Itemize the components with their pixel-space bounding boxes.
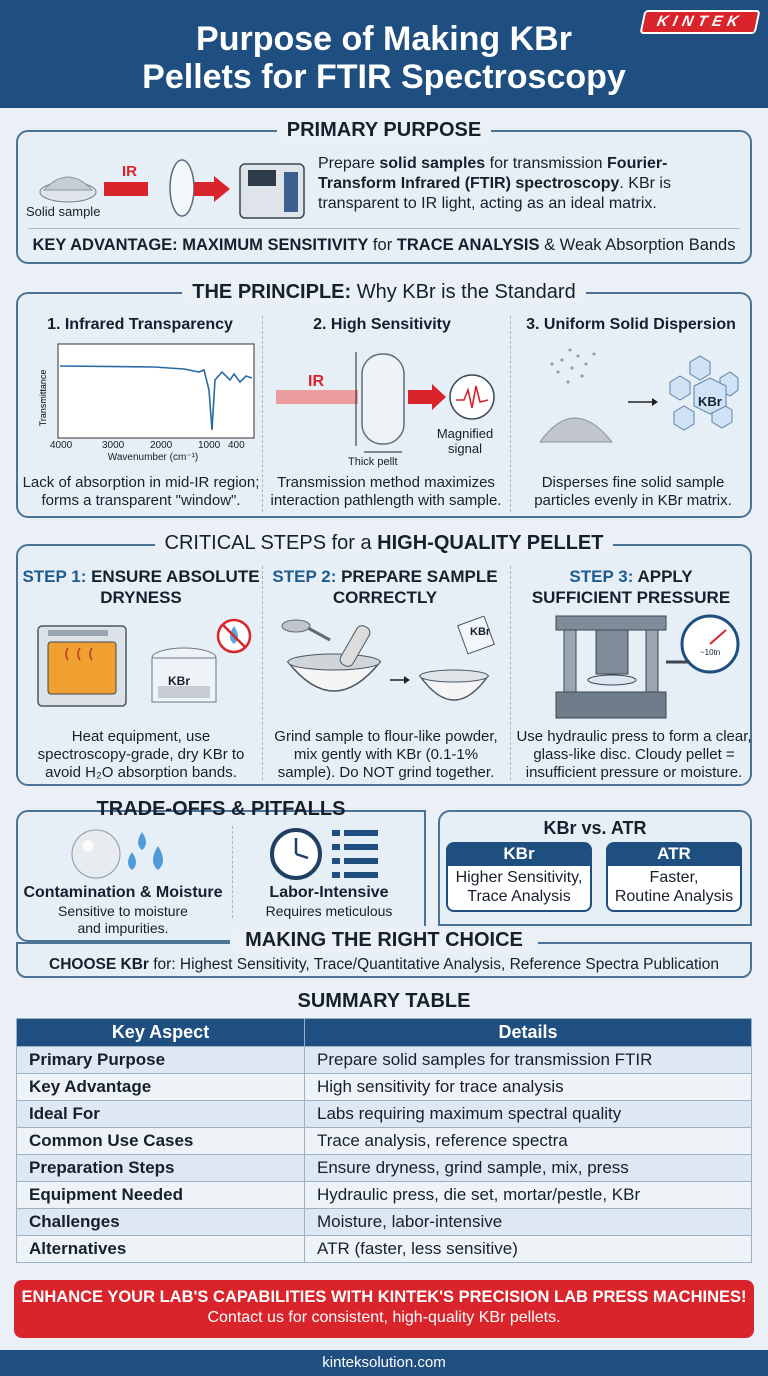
atr-option-header: ATR [606, 842, 742, 866]
magnified-signal-label: Magnified signal [436, 426, 494, 456]
principle-1-heading: 1. Infrared Transparency [47, 316, 233, 333]
table-cell-key: Equipment Needed [17, 1182, 305, 1209]
primary-purpose-title: PRIMARY PURPOSE [18, 119, 750, 142]
table-row [17, 1209, 752, 1236]
contamination-description: Sensitive to moisture and impurities. [58, 903, 188, 936]
table-row [17, 1128, 752, 1155]
solid-sample-label: Solid sample [26, 204, 101, 219]
table-cell-key: Key Advantage [17, 1074, 305, 1101]
summary-table [16, 1018, 752, 1263]
divider [28, 228, 740, 229]
plot-xlabel: Wavenumber (cm⁻¹) [107, 452, 199, 463]
table-cell-value: ATR (faster, less sensitive) [305, 1236, 752, 1263]
pressure-gauge-label: ~10tn [700, 648, 721, 657]
step-3-heading: STEP 3: APPLY SUFFICIENT PRESSURE [531, 567, 731, 607]
table-row [17, 1101, 752, 1128]
cta-headline: ENHANCE YOUR LAB'S CAPABILITIES WITH KINTEK'S PRECISION LAB PRESS MACHINES! [21, 1288, 747, 1306]
step-2-kbr-label: KBr [470, 626, 491, 638]
table-cell-value: Ensure dryness, grind sample, mix, press [305, 1155, 752, 1182]
step-1-heading: STEP 1: ENSURE ABSOLUTE DRYNESS [22, 567, 260, 607]
kbr-crystal-label: KBr [698, 394, 722, 409]
principle-panel [16, 281, 752, 518]
step-2-description: Grind sample to flour-like powder, mix gently with KBr (0.1-1% sample). Do NOT grind together. [274, 728, 498, 781]
table-cell-key: Primary Purpose [17, 1047, 305, 1074]
key-advantage-line: KEY ADVANTAGE: MAXIMUM SENSITIVITY for TRACE ANALYSIS & Weak Absorption Bands [32, 236, 736, 254]
table-cell-value: Prepare solid samples for transmission FTIR [305, 1047, 752, 1074]
primary-purpose-description: Prepare solid samples for transmission Fourier-Transform Infrared (FTIR) spectroscopy. KBr is transparent to IR light, acting as an ideal matrix. [318, 155, 671, 212]
plot-ticks: 4000 3000 2000 1000 400 [50, 440, 245, 451]
mortar-pestle-icon [274, 616, 500, 716]
title-line-2: Pellets for FTIR Spectroscopy [142, 58, 626, 96]
ir-label-2: IR [308, 373, 324, 390]
labor-heading: Labor-Intensive [269, 884, 389, 901]
principle-2-description: Transmission method maximizes interaction pathlength with sample. [270, 474, 502, 509]
hydraulic-press-icon [552, 612, 748, 722]
principle-3-description: Disperses fine solid sample particles evenly in KBr matrix. [534, 474, 732, 509]
table-cell-key: Ideal For [17, 1101, 305, 1128]
table-cell-value: Hydraulic press, die set, mortar/pestle, KBr [305, 1182, 752, 1209]
principle-3-heading: 3. Uniform Solid Dispersion [526, 316, 736, 333]
tradeoffs-title: TRADE-OFFS & PITFALLS [96, 798, 346, 820]
choice-title: MAKING THE RIGHT CHOICE [230, 926, 538, 954]
cta-subline: Contact us for consistent, high-quality KBr pellets. [207, 1309, 561, 1326]
choice-text: CHOOSE KBr for: Highest Sensitivity, Trace/Quantitative Analysis, Reference Spectra Publication [49, 956, 719, 973]
kbr-option-body: Higher Sensitivity, Trace Analysis [446, 866, 592, 912]
clock-checklist-icon [268, 826, 388, 882]
labor-description: Requires meticulous [265, 903, 393, 919]
divider [510, 316, 511, 512]
principle-2-heading: 2. High Sensitivity [313, 316, 451, 333]
table-cell-key: Challenges [17, 1209, 305, 1236]
moisture-contamination-icon [66, 826, 186, 882]
critical-steps-title: CRITICAL STEPS for a HIGH-QUALITY PELLET [18, 532, 750, 555]
kbr-option-header: KBr [446, 842, 592, 866]
kbr-vs-atr-title: KBr vs. ATR [543, 818, 647, 838]
table-row [17, 1155, 752, 1182]
table-cell-key: Common Use Cases [17, 1128, 305, 1155]
table-cell-key: Preparation Steps [17, 1155, 305, 1182]
table-row [17, 1047, 752, 1074]
column-header: Details [305, 1019, 752, 1047]
divider [262, 316, 263, 512]
divider [232, 826, 233, 918]
svg-text:IR: IR [122, 163, 137, 180]
table-row [17, 1074, 752, 1101]
table-cell-value: Moisture, labor-intensive [305, 1209, 752, 1236]
summary-table-wrap [16, 1018, 752, 1263]
table-cell-value: Labs requiring maximum spectral quality [305, 1101, 752, 1128]
table-row [17, 1236, 752, 1263]
oven-desiccator-icon [34, 616, 258, 716]
critical-steps-panel [16, 532, 752, 786]
thick-pellet-label: Thick pellt [348, 456, 398, 468]
atr-option-body: Faster, Routine Analysis [606, 866, 742, 912]
footer-url[interactable]: kinteksolution.com [0, 1350, 768, 1376]
table-cell-value: Trace analysis, reference spectra [305, 1128, 752, 1155]
step-1-description: Heat equipment, use spectroscopy-grade, dry KBr to avoid H₂O absorption bands. [37, 728, 245, 781]
summary-title: SUMMARY TABLE [297, 990, 471, 1012]
cta-banner[interactable] [14, 1280, 754, 1338]
table-header-row [17, 1019, 752, 1047]
plot-ylabel: Transmittance [38, 369, 48, 427]
kintek-logo[interactable]: KINTEK [639, 10, 760, 34]
principle-title: THE PRINCIPLE: Why KBr is the Standard [18, 281, 750, 304]
primary-purpose-panel [16, 119, 752, 264]
step-1-kbr-label: KBr [168, 674, 191, 688]
table-cell-key: Alternatives [17, 1236, 305, 1263]
step-3-description: Use hydraulic press to form a clear, glass-like disc. Cloudy pellet = insufficient pressure or moisture. [516, 728, 752, 781]
table-row [17, 1182, 752, 1209]
step-2-heading: STEP 2: PREPARE SAMPLE CORRECTLY [272, 567, 498, 607]
contamination-heading: Contamination & Moisture [23, 884, 223, 901]
principle-1-description: Lack of absorption in mid-IR region; forms a transparent "window". [22, 474, 260, 509]
table-cell-value: High sensitivity for trace analysis [305, 1074, 752, 1101]
column-header: Key Aspect [17, 1019, 305, 1047]
title-line-1: Purpose of Making KBr [196, 20, 572, 58]
